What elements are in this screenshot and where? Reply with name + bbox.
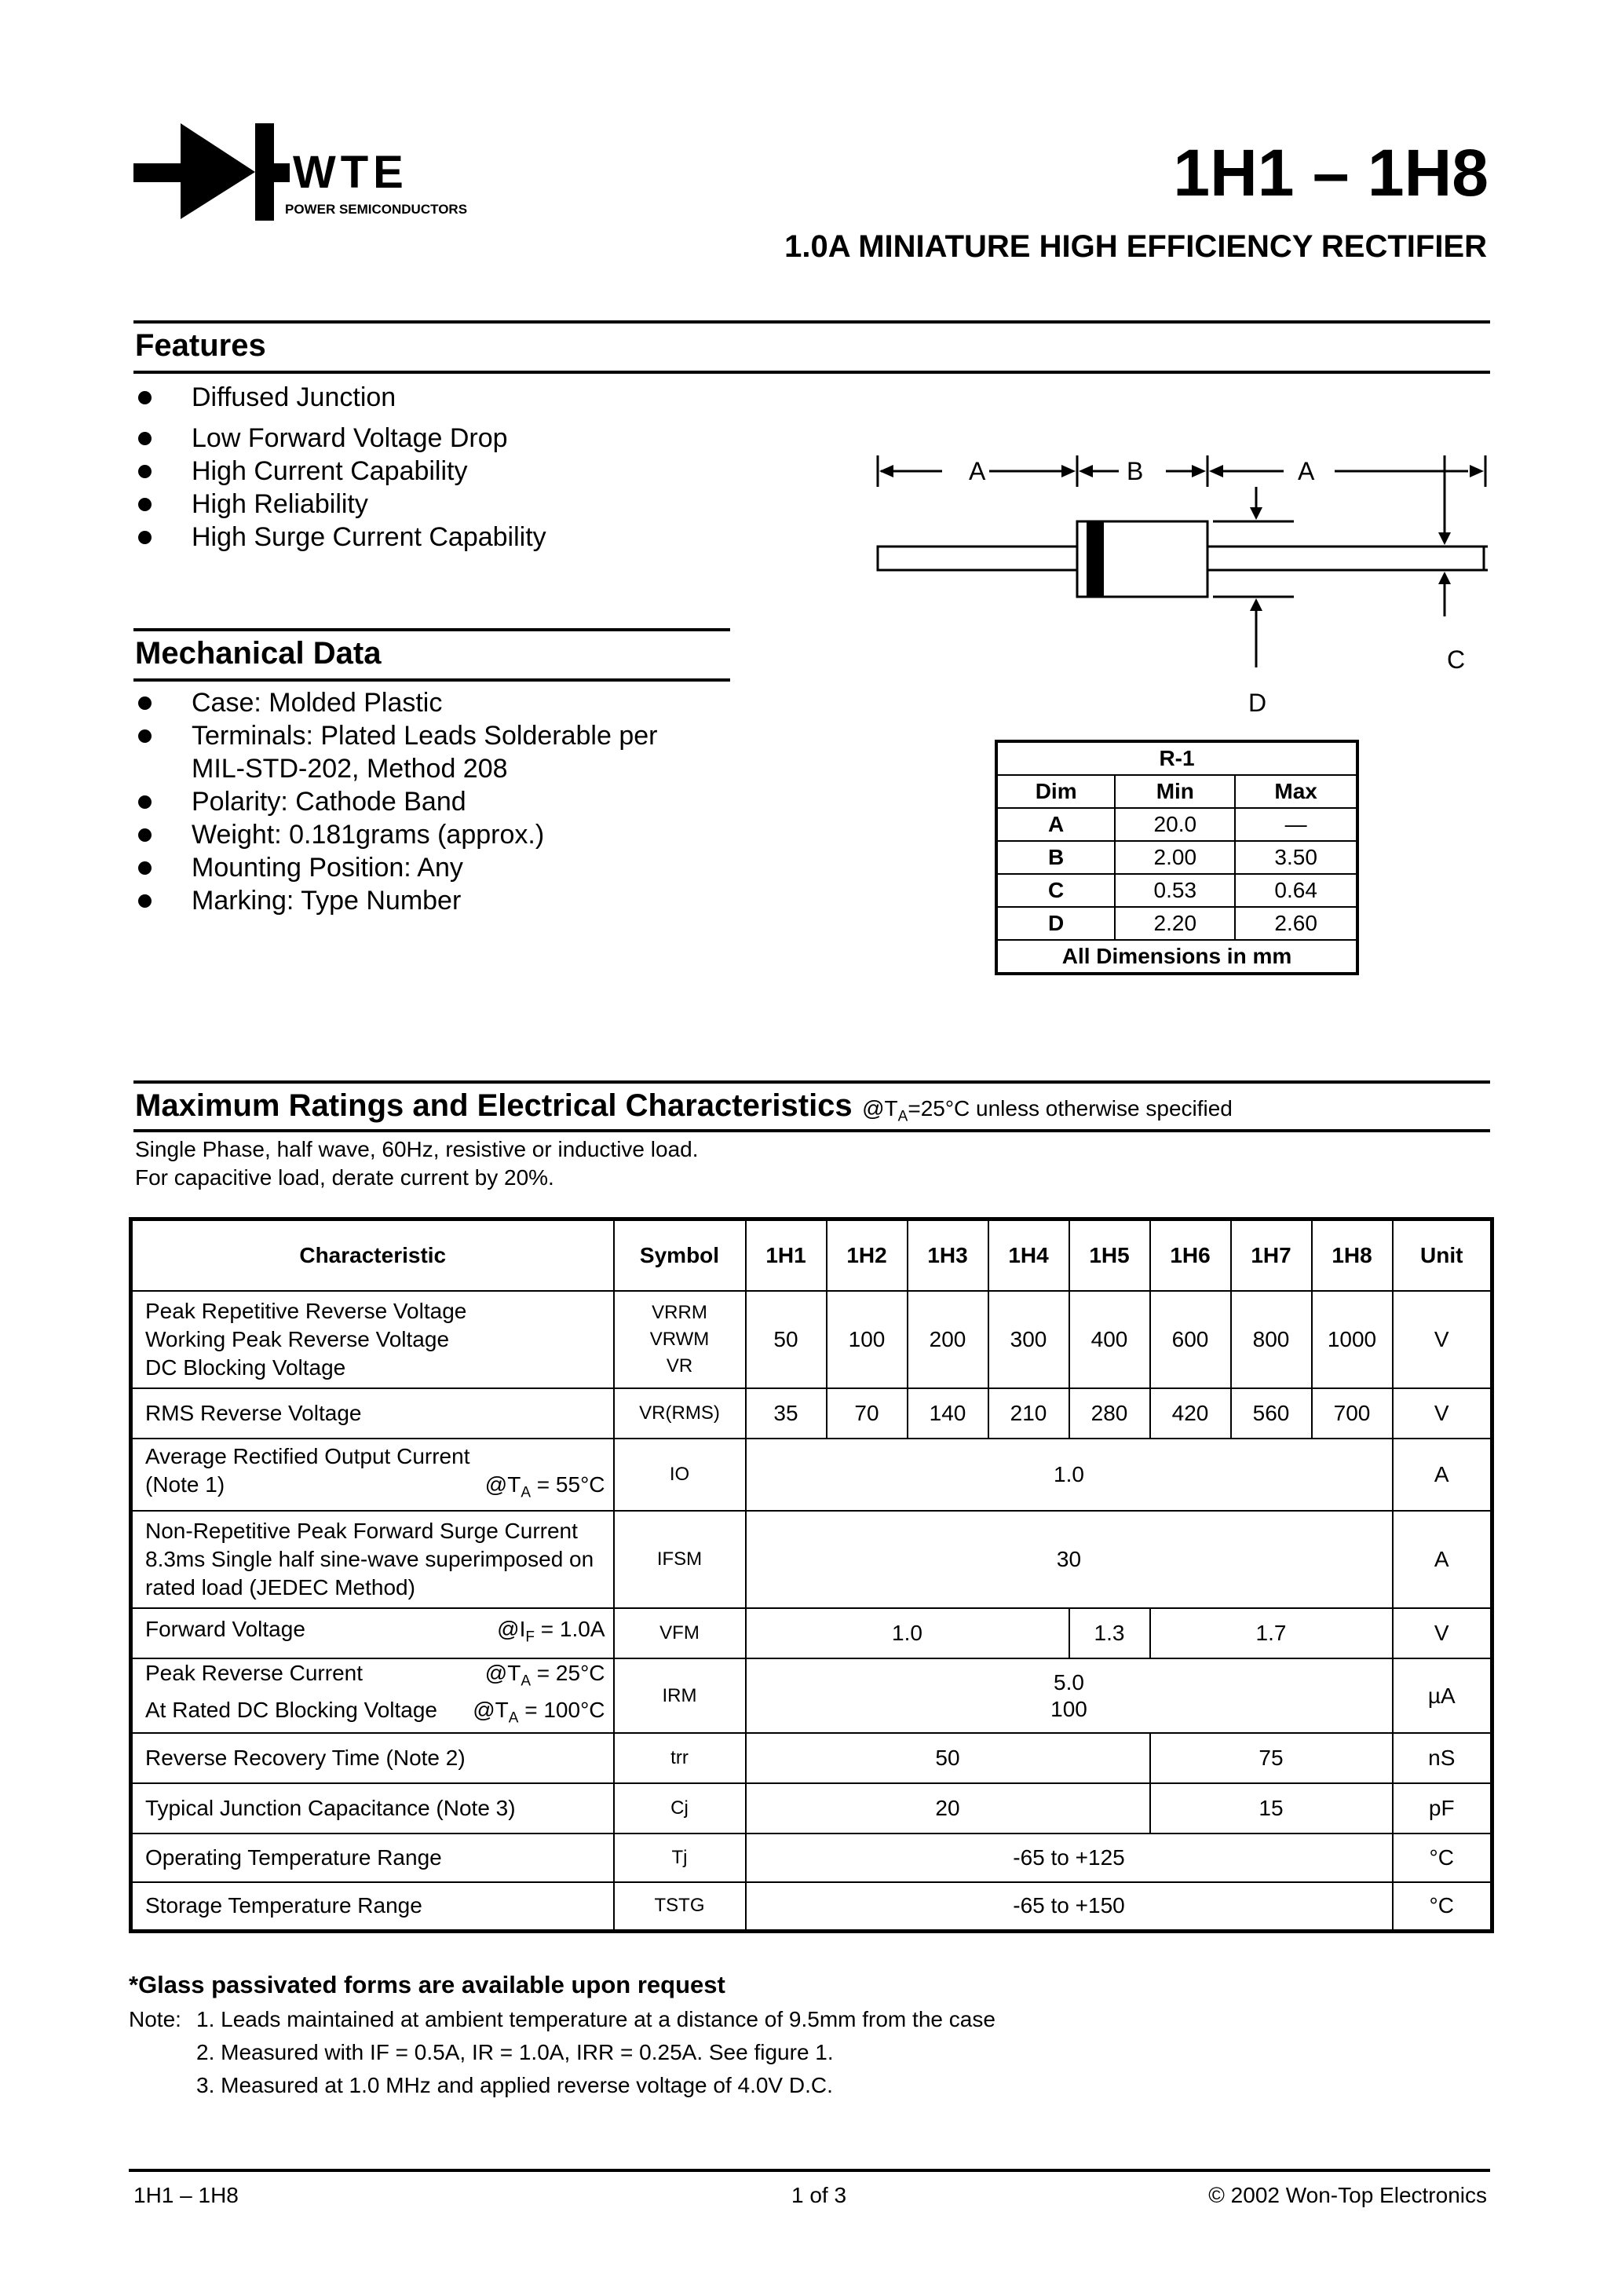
footer-part-range: 1H1 – 1H8: [133, 2183, 239, 2207]
dim-max: 3.50: [1235, 841, 1357, 874]
list-item: High Surge Current Capability: [135, 521, 546, 554]
characteristic-line: Non-Repetitive Peak Forward Surge Current: [145, 1519, 578, 1543]
note-1: 1. Leads maintained at ambient temperature at a distance of 9.5mm from the case: [196, 2007, 995, 2031]
footer-rule: [129, 2169, 1490, 2172]
dim-name: D: [996, 907, 1115, 940]
footer-page-number: 1 of 3: [791, 2183, 847, 2207]
unit-cell: °C: [1393, 1882, 1492, 1931]
characteristic-text: (Note 1): [145, 1472, 225, 1497]
list-item-continuation: MIL-STD-202, Method 208: [192, 754, 508, 784]
column-header: 1H7: [1231, 1219, 1312, 1292]
value-cell: 300: [988, 1291, 1069, 1388]
column-header: Symbol: [614, 1219, 746, 1292]
cond-a: @T: [484, 1472, 521, 1497]
characteristic-line-with-condition: [145, 1696, 613, 1733]
footer-copyright: © 2002 Won-Top Electronics: [1208, 2183, 1487, 2207]
cond-sub: F: [525, 1629, 535, 1646]
column-header: 1H1: [746, 1219, 827, 1292]
value-cell: 30: [746, 1511, 1393, 1608]
cond-b: = 55°C: [531, 1472, 605, 1497]
dimension-table: [995, 740, 1359, 975]
table-row: [996, 841, 1357, 874]
dim-label-c: C: [1447, 645, 1466, 674]
dim-max: 0.64: [1235, 874, 1357, 907]
list-item: Mounting Position: Any: [135, 851, 657, 884]
column-header: Dim: [996, 775, 1115, 808]
unit-cell: A: [1393, 1439, 1492, 1511]
symbol-cell: TSTG: [614, 1882, 746, 1931]
value-cell: 560: [1231, 1388, 1312, 1439]
characteristic-cell: [131, 1439, 614, 1511]
package-outline-diagram: [864, 448, 1507, 738]
value-cell: 50: [746, 1733, 1150, 1783]
value-cell: 20: [746, 1783, 1150, 1834]
features-bottom-rule: [133, 371, 1490, 374]
glass-passivated-note: *Glass passivated forms are available upon request: [129, 1971, 725, 1998]
symbol-cell: IRM: [614, 1658, 746, 1733]
electrical-characteristics-table: [129, 1217, 1494, 1933]
table-row: [131, 1733, 1492, 1783]
value-cell: [746, 1658, 1393, 1733]
table-row: [996, 874, 1357, 907]
value-cell: 420: [1150, 1388, 1231, 1439]
cond-sub: A: [521, 1673, 532, 1690]
value-cell: 600: [1150, 1291, 1231, 1388]
cond-a: @T: [473, 1697, 509, 1722]
value-cell: 140: [908, 1388, 988, 1439]
mechanical-heading: Mechanical Data: [135, 636, 382, 671]
list-item: High Reliability: [135, 488, 546, 521]
unit-cell: °C: [1393, 1834, 1492, 1882]
list-item: Polarity: Cathode Band: [135, 785, 657, 818]
dim-min: 2.00: [1115, 841, 1235, 874]
value-cell: 280: [1069, 1388, 1150, 1439]
column-header: 1H6: [1150, 1219, 1231, 1292]
characteristic-cell: [131, 1291, 614, 1388]
characteristic-line: rated load (JEDEC Method): [145, 1575, 415, 1600]
ratings-bottom-rule: [133, 1129, 1490, 1132]
table-row: [131, 1439, 1492, 1511]
cond-b: = 100°C: [518, 1697, 605, 1722]
value-cell: 200: [908, 1291, 988, 1388]
cond-a: @I: [497, 1616, 526, 1641]
symbol-cell: VFM: [614, 1608, 746, 1658]
column-header: Unit: [1393, 1219, 1492, 1292]
condition-sub: A: [897, 1108, 908, 1125]
characteristic-line: Peak Repetitive Reverse Voltage: [145, 1299, 467, 1323]
symbol-line: VR: [666, 1355, 693, 1377]
value-line: 100: [1050, 1696, 1087, 1721]
test-condition: [485, 1659, 605, 1696]
value-cell: 70: [827, 1388, 908, 1439]
unit-cell: µA: [1393, 1658, 1492, 1733]
characteristic-text: At Rated DC Blocking Voltage: [145, 1697, 437, 1722]
ratings-top-rule: [133, 1080, 1490, 1084]
mechanical-bottom-rule: [133, 678, 730, 682]
symbol-cell: [614, 1291, 746, 1388]
value-cell: 35: [746, 1388, 827, 1439]
wte-logo: [133, 122, 479, 224]
list-item: High Current Capability: [135, 455, 546, 488]
test-condition: [473, 1696, 605, 1733]
symbol-cell: Cj: [614, 1783, 746, 1834]
value-cell: 1000: [1312, 1291, 1393, 1388]
characteristic-cell: Reverse Recovery Time (Note 2): [131, 1733, 614, 1783]
features-list: [135, 381, 546, 554]
table-row: [131, 1511, 1492, 1608]
characteristic-cell: Storage Temperature Range: [131, 1882, 614, 1931]
column-header: Max: [1235, 775, 1357, 808]
unit-cell: V: [1393, 1388, 1492, 1439]
condition-rest: =25°C unless otherwise specified: [908, 1096, 1233, 1121]
test-condition: [485, 1471, 605, 1508]
symbol-cell: IFSM: [614, 1511, 746, 1608]
condition-prefix: @T: [862, 1096, 898, 1121]
table-row: [131, 1834, 1492, 1882]
characteristic-cell: Typical Junction Capacitance (Note 3): [131, 1783, 614, 1834]
value-cell: 75: [1150, 1733, 1393, 1783]
characteristic-line-with-condition: [145, 1471, 613, 1508]
characteristic-text: Forward Voltage: [145, 1616, 305, 1641]
dim-max: 2.60: [1235, 907, 1357, 940]
table-row: [996, 907, 1357, 940]
characteristic-text: Peak Reverse Current: [145, 1661, 363, 1685]
unit-cell: V: [1393, 1291, 1492, 1388]
characteristic-cell: [131, 1608, 614, 1658]
column-header: 1H5: [1069, 1219, 1150, 1292]
characteristic-line: Working Peak Reverse Voltage: [145, 1327, 450, 1351]
dim-min: 20.0: [1115, 808, 1235, 841]
dim-label-d: D: [1248, 689, 1267, 717]
column-header: 1H8: [1312, 1219, 1393, 1292]
characteristic-line: Average Rectified Output Current: [145, 1443, 470, 1468]
note-3: 3. Measured at 1.0 MHz and applied reverse voltage of 4.0V D.C.: [196, 2073, 833, 2097]
cond-a: @T: [484, 1661, 521, 1685]
notes-label: Note:: [129, 2007, 181, 2031]
value-cell: 50: [746, 1291, 827, 1388]
characteristic-cell: [131, 1511, 614, 1608]
table-row: [996, 808, 1357, 841]
dim-name: B: [996, 841, 1115, 874]
unit-cell: pF: [1393, 1783, 1492, 1834]
package-name: R-1: [996, 741, 1357, 775]
unit-cell: nS: [1393, 1733, 1492, 1783]
column-header: Min: [1115, 775, 1235, 808]
characteristic-line: DC Blocking Voltage: [145, 1355, 346, 1380]
table-header-row: [131, 1219, 1492, 1292]
brand-subtitle: POWER SEMICONDUCTORS: [285, 202, 468, 217]
table-row: [131, 1882, 1492, 1931]
dim-name: A: [996, 808, 1115, 841]
column-header: 1H4: [988, 1219, 1069, 1292]
value-cell: -65 to +125: [746, 1834, 1393, 1882]
value-cell: -65 to +150: [746, 1882, 1393, 1931]
dim-min: 2.20: [1115, 907, 1235, 940]
dim-min: 0.53: [1115, 874, 1235, 907]
value-cell: 700: [1312, 1388, 1393, 1439]
column-header: Characteristic: [131, 1219, 614, 1292]
dim-label-a-right: A: [1298, 457, 1315, 485]
document-subtitle: 1.0A MINIATURE HIGH EFFICIENCY RECTIFIER: [784, 229, 1487, 264]
characteristic-cell: Operating Temperature Range: [131, 1834, 614, 1882]
note-2: 2. Measured with IF = 0.5A, IR = 1.0A, IRR = 0.25A. See figure 1.: [196, 2040, 834, 2064]
unit-cell: V: [1393, 1608, 1492, 1658]
list-item: Low Forward Voltage Drop: [135, 422, 546, 455]
features-top-rule: [133, 320, 1490, 324]
value-cell: 1.7: [1150, 1608, 1393, 1658]
ratings-condition: [862, 1096, 1233, 1125]
part-range-title: 1H1 – 1H8: [1173, 136, 1489, 210]
column-header: 1H3: [908, 1219, 988, 1292]
value-cell: 1.3: [1069, 1608, 1150, 1658]
value-cell: 210: [988, 1388, 1069, 1439]
value-cell: 1.0: [746, 1439, 1393, 1511]
value-cell: 15: [1150, 1783, 1393, 1834]
table-row: [131, 1291, 1492, 1388]
characteristic-line-with-condition: [145, 1615, 613, 1652]
list-item: Weight: 0.181grams (approx.): [135, 818, 657, 851]
mechanical-list: [135, 686, 657, 917]
list-item: Marking: Type Number: [135, 884, 657, 917]
table-row: [131, 1783, 1492, 1834]
symbol-cell: Tj: [614, 1834, 746, 1882]
symbol-cell: trr: [614, 1733, 746, 1783]
table-row: [131, 1388, 1492, 1439]
table-row: [131, 1608, 1492, 1658]
dim-max: —: [1235, 808, 1357, 841]
value-cell: 100: [827, 1291, 908, 1388]
value-cell: 800: [1231, 1291, 1312, 1388]
cond-sub: A: [508, 1709, 519, 1727]
ratings-note-2: For capacitive load, derate current by 20%.: [135, 1165, 554, 1190]
table-row: [131, 1658, 1492, 1733]
dimension-units-note: All Dimensions in mm: [996, 940, 1357, 974]
value-cell: 1.0: [746, 1608, 1069, 1658]
symbol-cell: VR(RMS): [614, 1388, 746, 1439]
list-item: Diffused Junction: [135, 381, 546, 414]
characteristic-cell: RMS Reverse Voltage: [131, 1388, 614, 1439]
list-item: Case: Molded Plastic: [135, 686, 657, 719]
cond-b: = 25°C: [531, 1661, 605, 1685]
ratings-heading: Maximum Ratings and Electrical Characteristics: [135, 1088, 853, 1123]
brand-name: WTE: [293, 147, 408, 198]
cond-b: = 1.0A: [534, 1616, 605, 1641]
column-header: 1H2: [827, 1219, 908, 1292]
characteristic-cell: [131, 1658, 614, 1733]
test-condition: [497, 1615, 605, 1652]
characteristic-line-with-condition: [145, 1659, 613, 1696]
dim-label-a-left: A: [969, 457, 986, 485]
symbol-cell: IO: [614, 1439, 746, 1511]
symbol-line: VRRM: [652, 1302, 707, 1323]
features-heading: Features: [135, 328, 266, 363]
symbol-line: VRWM: [649, 1329, 710, 1350]
characteristic-line: 8.3ms Single half sine-wave superimposed on: [145, 1547, 594, 1571]
value-line: 5.0: [1054, 1669, 1084, 1695]
dim-name: C: [996, 874, 1115, 907]
dim-label-b: B: [1127, 457, 1144, 485]
value-cell: 400: [1069, 1291, 1150, 1388]
mechanical-top-rule: [133, 628, 730, 631]
list-item: Terminals: Plated Leads Solderable per: [135, 719, 657, 752]
ratings-heading-line: [135, 1088, 1233, 1126]
ratings-note-1: Single Phase, half wave, 60Hz, resistive or inductive load.: [135, 1137, 699, 1161]
diode-logo-icon: [133, 122, 290, 224]
cond-sub: A: [521, 1484, 532, 1501]
unit-cell: A: [1393, 1511, 1492, 1608]
